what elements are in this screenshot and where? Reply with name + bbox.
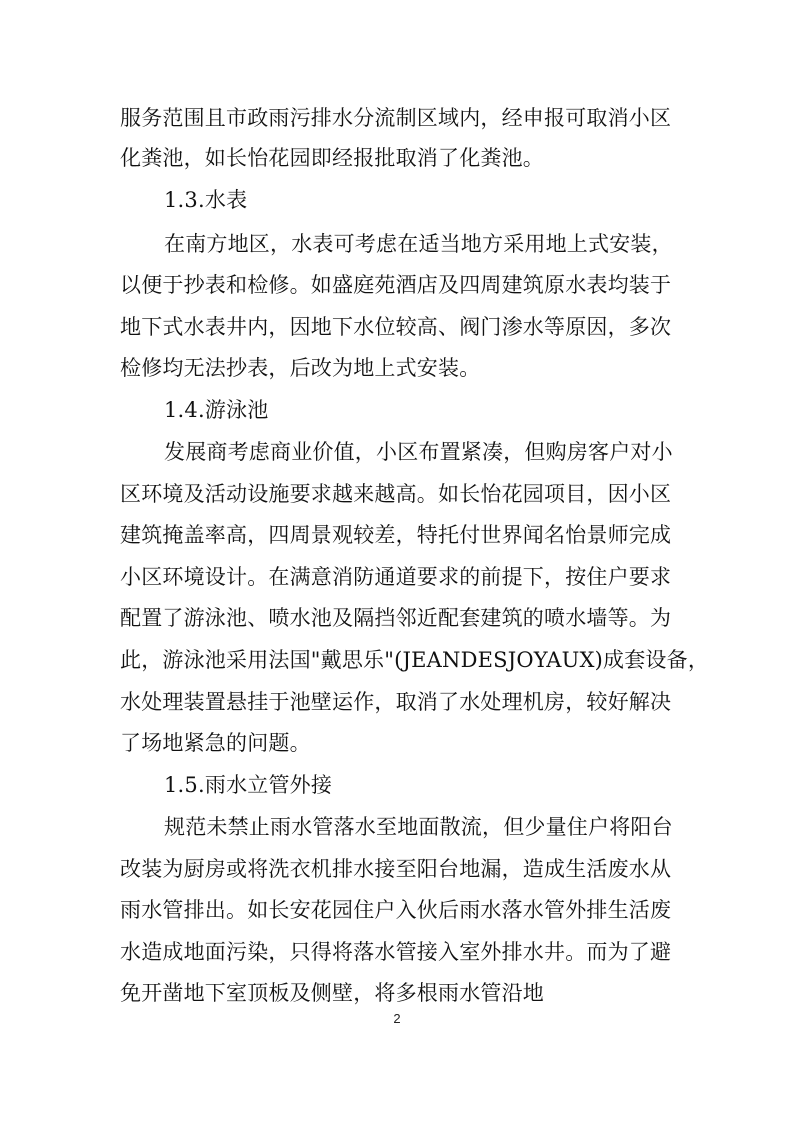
page-number: 2 — [393, 1011, 401, 1026]
section-heading-rainwater-pipe: 1.5.雨水立管外接 — [164, 773, 333, 797]
paragraph-line-4: 在南方地区，水表可考虑在适当地方采用地上式安装， — [164, 232, 673, 256]
paragraph-line-14: 此，游泳池采用法国"戴思乐"(JEANDESJOYAUX)成套设备， — [120, 648, 710, 672]
paragraph-line-5: 以便于抄表和检修。如盛庭苑酒店及四周建筑原水表均装于 — [120, 273, 672, 297]
paragraph-line-9: 发展商考虑商业价值，小区布置紧凑，但购房客户对小 — [164, 440, 673, 464]
paragraph-line-21: 水造成地面污染，只得将落水管接入室外排水井。而为了避 — [120, 940, 672, 964]
paragraph-line-11: 建筑掩盖率高，四周景观较差，特托付世界闻名怡景师完成 — [120, 523, 672, 547]
paragraph-line-10: 区环境及活动设施要求越来越高。如长怡花园项目，因小区 — [120, 482, 672, 506]
paragraph-line-16: 了场地紧急的问题。 — [120, 731, 311, 755]
paragraph-line-20: 雨水管排出。如长安花园住户入伙后雨水落水管外排生活废 — [120, 898, 672, 922]
paragraph-line-12: 小区环境设计。在满意消防通道要求的前提下，按住户要求 — [120, 565, 672, 589]
section-heading-water-meter: 1.3.水表 — [164, 188, 248, 212]
paragraph-line-13: 配置了游泳池、喷水池及隔挡邻近配套建筑的喷水墙等。为 — [120, 606, 672, 630]
paragraph-line-15: 水处理装置悬挂于池壁运作，取消了水处理机房，较好解决 — [120, 690, 672, 714]
paragraph-line-19: 改装为厨房或将洗衣机排水接至阳台地漏，造成生活废水从 — [120, 857, 672, 881]
paragraph-line-6: 地下式水表井内，因地下水位较高、阀门渗水等原因，多次 — [120, 315, 672, 339]
paragraph-line-1: 服务范围且市政雨污排水分流制区域内，经申报可取消小区 — [120, 106, 672, 130]
paragraph-line-2: 化粪池，如长怡花园即经报批取消了化粪池。 — [120, 146, 544, 170]
paragraph-line-7: 检修均无法抄表，后改为地上式安装。 — [120, 356, 481, 380]
paragraph-line-22: 免开凿地下室顶板及侧壁，将多根雨水管沿地 — [120, 981, 544, 1005]
section-heading-swimming-pool: 1.4.游泳池 — [164, 398, 269, 422]
paragraph-line-18: 规范未禁止雨水管落水至地面散流，但少量住户将阳台 — [164, 815, 673, 839]
